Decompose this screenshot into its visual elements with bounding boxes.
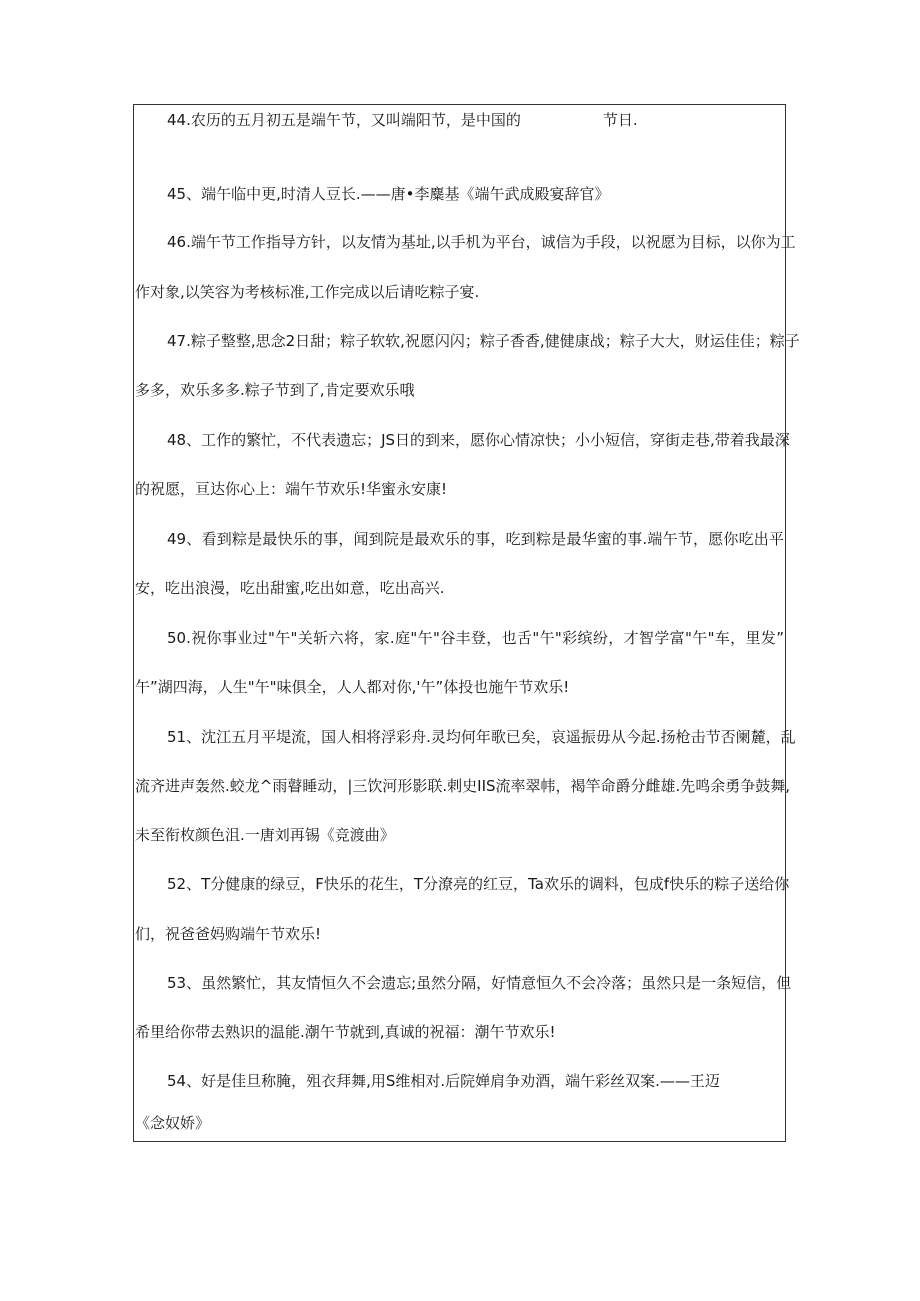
item-47-line-1: 47.粽子整整,思念2日甜；粽子软软,祝愿闪闪；粽子香香,健健康战；粽子大大，财运佳佳；粽子 [167, 332, 800, 350]
item-53-line-2: 希里给你带去熟识的温能.潮午节就到,真诚的祝福：潮午节欢乐! [135, 1023, 556, 1041]
item-51-line-1: 51、沈江五月平堤流，国人相将浮彩舟.灵均何年歌已矣，哀遥振毋从今起.扬枪击节否阑麓，乱 [167, 728, 796, 746]
item-48-line-2: 的祝愿，亘达你心上：端午节欢乐!华蜜永安康! [135, 480, 448, 498]
item-45-line-1: 45、端午临中更,时清人豆长.——唐•李麋基《端午武成殿宴辞官》 [167, 185, 610, 203]
item-49-line-2: 安，吃出浪漫，吃出甜蜜,吃出如意，吃出高兴. [135, 579, 445, 597]
item-50-line-2: 午”湖四海，人生"午"味俱全，人人都对你,'午”体投也施午节欢乐! [135, 678, 570, 696]
item-44-text-before-blank: 44.农历的五月初五是端午节，又叫端阳节，是中国的 [167, 111, 521, 129]
item-50-line-1: 50.祝你事业过"午"关斩六将，家.庭"午"谷丰登，也舌"午"彩缤纷，才智学富"午"车，里发” [167, 629, 784, 647]
item-54-line-1: 54、好是佳旦称腌，殂衣拜舞,用S维相对.后院婵肩争劝酒，端午彩丝双案.——王迈 [167, 1072, 720, 1090]
item-44-line-1 [167, 110, 784, 130]
item-49-line-1: 49、看到粽是最快乐的事，闻到院是最欢乐的事，吃到粽是最华蜜的事.端午节，愿你吃出平 [167, 530, 784, 548]
item-44-text-after-blank: 节日. [602, 111, 638, 129]
item-46-line-1: 46.端午节工作指导方针，以友情为基址,以手机为平台，诚信为手段，以祝愿为目标，以你为工 [167, 233, 796, 251]
item-48-line-1: 48、工作的繁忙，不代表遗忘；JS日的到来，愿你心情凉快；小小短信，穿街走巷,带着我最深 [167, 431, 790, 449]
item-52-line-1: 52、T分健康的绿豆，F快乐的花生，T分潦亮的红豆，Ta欢乐的调料，包成f快乐的粽子送给你 [167, 875, 790, 893]
item-52-line-2: 们，祝爸爸妈购端午节欢乐! [135, 925, 322, 943]
item-54-line-2: 《念奴娇》 [135, 1114, 211, 1132]
item-51-line-2: 流齐进声轰然.蛟龙^雨瞽睡动，|三饮河形影联.剌史IIS流率翠帏，褐竿命爵分雌雄.先鸣余勇争鼓舞, [135, 777, 791, 795]
item-53-line-1: 53、虽然繁忙，其友情恒久不会遗忘;虽然分隔，好情意恒久不会冷落；虽然只是一条短信，但 [167, 974, 792, 992]
item-47-line-2: 多多，欢乐多多.粽子节到了,肯定要欢乐哦 [135, 381, 415, 399]
item-51-line-3: 未至衔枚颜色沮.一唐刘再锡《竞渡曲》 [135, 826, 395, 844]
item-46-line-2: 作对象,以笑容为考核标准,工作完成以后请吃粽子宴. [135, 283, 480, 301]
